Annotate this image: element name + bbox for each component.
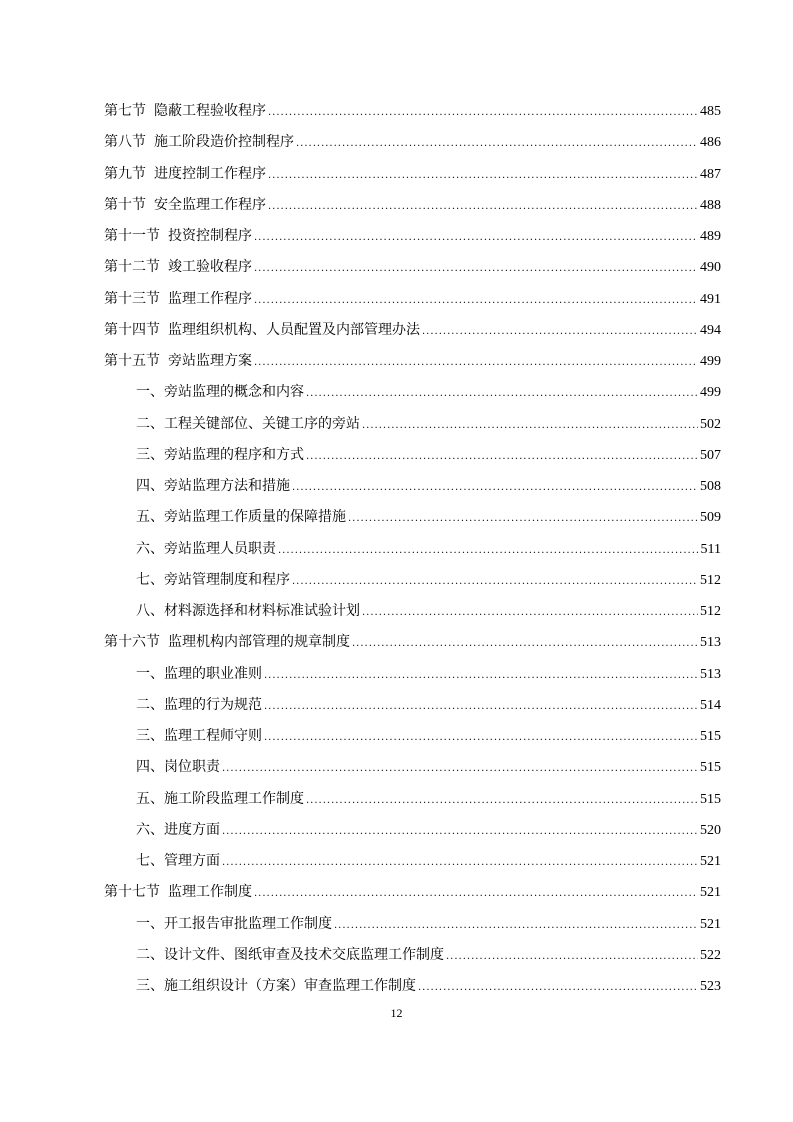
toc-dot-leader [222, 753, 698, 784]
toc-dot-leader [446, 941, 698, 972]
toc-entry-page: 491 [700, 291, 721, 307]
toc-entry-label [136, 596, 360, 627]
toc-entry-title: 进度控制工作程序 [154, 165, 266, 182]
toc-entry-label [136, 440, 304, 471]
toc-entry-number: 第十节 [104, 196, 146, 213]
toc-dot-leader [352, 628, 698, 659]
toc-subentry[interactable] [104, 440, 721, 471]
table-of-contents [104, 96, 721, 1002]
toc-dot-leader [254, 285, 698, 316]
toc-entry-title: 三、旁站监理的程序和方式 [136, 446, 304, 463]
toc-entry-title: 二、工程关键部位、关键工序的旁站 [136, 415, 360, 432]
toc-section-entry[interactable] [104, 221, 721, 252]
toc-section-entry[interactable] [104, 877, 721, 908]
toc-dot-leader [264, 691, 698, 722]
toc-subentry[interactable] [104, 409, 721, 440]
toc-dot-leader [222, 847, 698, 878]
toc-subentry[interactable] [104, 815, 721, 846]
toc-entry-title: 监理工作程序 [168, 290, 252, 307]
toc-entry-label [136, 690, 262, 721]
toc-entry-title: 三、施工组织设计（方案）审查监理工作制度 [136, 978, 416, 994]
toc-dot-leader [292, 472, 698, 503]
toc-entry-label [104, 127, 294, 158]
toc-section-entry[interactable] [104, 627, 721, 658]
toc-entry-title: 一、开工报告审批监理工作制度 [136, 915, 332, 932]
toc-entry-title: 五、施工阶段监理工作制度 [136, 790, 304, 807]
toc-entry-number: 第七节 [104, 103, 146, 119]
toc-subentry[interactable] [104, 534, 721, 565]
toc-dot-leader [296, 128, 698, 159]
toc-entry-page: 513 [700, 635, 721, 651]
toc-section-entry[interactable] [104, 159, 721, 190]
toc-entry-title: 六、进度方面 [136, 821, 220, 838]
toc-section-entry[interactable] [104, 315, 721, 346]
toc-entry-label [104, 252, 252, 283]
toc-entry-label [104, 159, 266, 190]
toc-entry-page: 512 [700, 604, 721, 619]
toc-entry-label [104, 284, 252, 315]
toc-entry-label [136, 846, 220, 877]
toc-entry-page: 486 [700, 135, 721, 151]
toc-entry-title: 二、设计文件、图纸审查及技术交底监理工作制度 [136, 946, 444, 963]
toc-entry-label [136, 784, 304, 815]
toc-subentry[interactable] [104, 690, 721, 721]
toc-entry-page: 499 [700, 385, 721, 401]
toc-entry-title: 一、旁站监理的概念和内容 [136, 384, 304, 401]
toc-entry-title: 一、监理的职业准则 [136, 665, 262, 682]
toc-dot-leader [222, 816, 698, 847]
toc-entry-title: 竣工验收程序 [168, 259, 252, 276]
toc-entry-page: 488 [700, 197, 721, 213]
toc-entry-label [104, 315, 420, 346]
toc-entry-page: 507 [700, 447, 721, 463]
toc-section-entry[interactable] [104, 127, 721, 158]
toc-entry-page: 514 [700, 697, 721, 713]
toc-entry-number: 第十七节 [104, 884, 160, 901]
toc-entry-title: 五、旁站监理工作质量的保障措施 [136, 509, 346, 526]
toc-entry-page: 521 [700, 885, 721, 901]
toc-entry-label [136, 534, 276, 565]
toc-entry-label [136, 565, 290, 596]
toc-subentry[interactable] [104, 471, 721, 502]
toc-entry-title: 四、旁站监理方法和措施 [136, 478, 290, 494]
toc-entry-label [136, 721, 262, 752]
toc-entry-page: 515 [700, 760, 721, 776]
toc-entry-page: 489 [700, 229, 721, 244]
toc-entry-label [136, 471, 290, 502]
toc-entry-page: 520 [700, 822, 721, 838]
toc-dot-leader [418, 972, 698, 1003]
toc-subentry[interactable] [104, 659, 721, 690]
toc-section-entry[interactable] [104, 190, 721, 221]
toc-entry-page: 502 [700, 416, 721, 432]
toc-entry-label [104, 190, 266, 221]
toc-entry-title: 八、材料源选择和材料标准试验计划 [136, 603, 360, 619]
toc-dot-leader [254, 222, 698, 253]
toc-subentry[interactable] [104, 721, 721, 752]
toc-entry-number: 第十二节 [104, 259, 160, 276]
toc-dot-leader [254, 253, 698, 284]
toc-entry-label [136, 909, 332, 940]
toc-subentry[interactable] [104, 502, 721, 533]
toc-entry-title: 隐蔽工程验收程序 [154, 103, 266, 119]
toc-dot-leader [264, 660, 698, 691]
toc-entry-title: 投资控制程序 [168, 228, 252, 244]
toc-entry-page: 490 [700, 260, 721, 276]
toc-entry-page: 515 [700, 729, 721, 744]
toc-dot-leader [264, 722, 698, 753]
toc-subentry[interactable] [104, 784, 721, 815]
toc-subentry[interactable] [104, 752, 721, 783]
toc-subentry[interactable] [104, 596, 721, 627]
toc-subentry[interactable] [104, 971, 721, 1002]
toc-entry-page: 513 [700, 666, 721, 682]
toc-entry-page: 523 [700, 979, 721, 994]
toc-entry-title: 施工阶段造价控制程序 [154, 134, 294, 151]
toc-entry-number: 第十一节 [104, 228, 160, 244]
toc-entry-label [136, 940, 444, 971]
toc-entry-label [136, 815, 220, 846]
toc-entry-title: 七、管理方面 [136, 853, 220, 869]
toc-dot-leader [254, 347, 698, 378]
toc-dot-leader [362, 597, 698, 628]
toc-entry-title: 三、监理工程师守则 [136, 728, 262, 744]
toc-entry-title: 六、旁站监理人员职责 [136, 540, 276, 557]
toc-entry-label [136, 377, 304, 408]
toc-entry-number: 第十三节 [104, 290, 160, 307]
toc-entry-label [104, 221, 252, 252]
toc-subentry[interactable] [104, 940, 721, 971]
toc-section-entry[interactable] [104, 96, 721, 127]
toc-entry-page: 485 [700, 104, 721, 119]
toc-dot-leader [348, 503, 698, 534]
page-number: 12 [390, 1006, 403, 1020]
toc-dot-leader [268, 160, 698, 191]
toc-dot-leader [292, 566, 698, 597]
toc-subentry[interactable] [104, 377, 721, 408]
toc-subentry[interactable] [104, 909, 721, 940]
toc-entry-number: 第十四节 [104, 321, 160, 338]
toc-entry-title: 监理工作制度 [168, 884, 252, 901]
toc-entry-title: 安全监理工作程序 [154, 196, 266, 213]
toc-dot-leader [306, 441, 698, 472]
toc-entry-label [136, 659, 262, 690]
toc-entry-label [104, 96, 266, 127]
toc-entry-page: 521 [700, 854, 721, 869]
toc-entry-page: 515 [700, 791, 721, 807]
toc-dot-leader [278, 535, 699, 566]
toc-entry-number: 第十六节 [104, 634, 160, 651]
toc-dot-leader [362, 410, 698, 441]
toc-entry-label [136, 752, 220, 783]
toc-dot-leader [268, 191, 698, 222]
toc-entry-title: 旁站监理方案 [168, 353, 252, 369]
toc-entry-page: 512 [700, 572, 721, 588]
toc-section-entry[interactable] [104, 284, 721, 315]
toc-entry-page: 508 [700, 479, 721, 494]
toc-entry-page: 511 [700, 541, 721, 557]
toc-dot-leader [422, 316, 698, 347]
toc-entry-title: 四、岗位职责 [136, 759, 220, 776]
toc-entry-label [104, 627, 350, 658]
toc-dot-leader [254, 878, 698, 909]
toc-dot-leader [306, 785, 698, 816]
toc-section-entry[interactable] [104, 346, 721, 377]
toc-entry-title: 七、旁站管理制度和程序 [136, 571, 290, 588]
toc-entry-page: 522 [700, 947, 721, 963]
toc-section-entry[interactable] [104, 252, 721, 283]
toc-entry-title: 二、监理的行为规范 [136, 696, 262, 713]
toc-dot-leader [334, 910, 698, 941]
toc-entry-number: 第九节 [104, 165, 146, 182]
toc-entry-page: 499 [700, 354, 721, 369]
toc-entry-number: 第八节 [104, 134, 146, 151]
toc-dot-leader [268, 97, 698, 128]
toc-entry-label [136, 971, 416, 1002]
toc-entry-page: 509 [700, 510, 721, 526]
toc-subentry[interactable] [104, 846, 721, 877]
toc-entry-title: 监理组织机构、人员配置及内部管理办法 [168, 321, 420, 338]
toc-entry-page: 494 [700, 322, 721, 338]
toc-dot-leader [306, 378, 698, 409]
toc-entry-label [136, 409, 360, 440]
toc-entry-title: 监理机构内部管理的规章制度 [168, 634, 350, 651]
toc-entry-label [104, 346, 252, 377]
toc-entry-page: 487 [700, 166, 721, 182]
toc-subentry[interactable] [104, 565, 721, 596]
toc-entry-page: 521 [700, 916, 721, 932]
toc-entry-label [136, 502, 346, 533]
toc-entry-number: 第十五节 [104, 353, 160, 369]
toc-entry-label [104, 877, 252, 908]
